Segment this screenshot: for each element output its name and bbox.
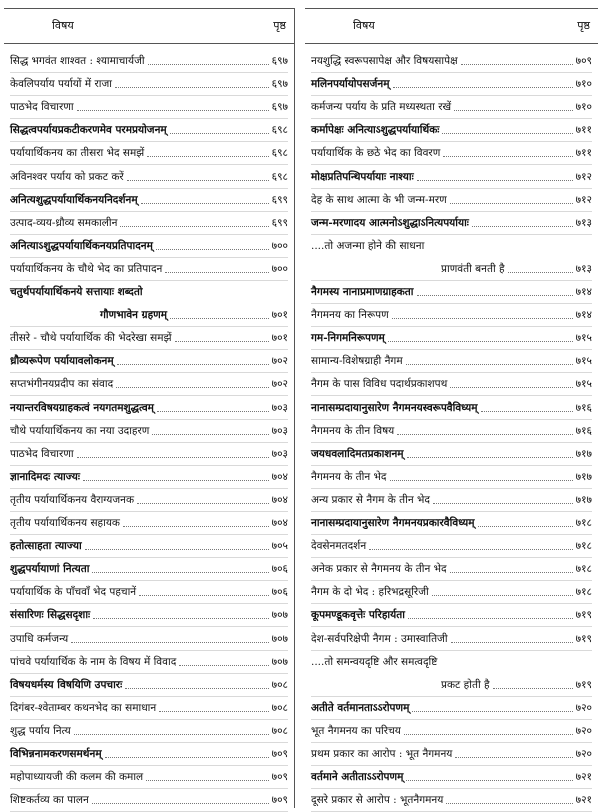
toc-entry	[10, 212, 288, 235]
toc-entry	[10, 628, 288, 651]
toc-entry-page: ७१२	[575, 193, 592, 206]
leader-dots	[139, 595, 269, 596]
leader-dots	[157, 411, 269, 412]
leader-dots	[116, 387, 269, 388]
toc-entry-title: ....तो अजन्मा होने की साधना	[311, 239, 425, 252]
leader-dots	[407, 457, 573, 458]
toc-column-left	[4, 8, 295, 808]
toc-entry-title: तृतीय पर्यायार्थिकनय वैराग्यजनक	[10, 493, 135, 506]
toc-entry	[10, 743, 288, 766]
toc-entry	[311, 189, 592, 212]
leader-dots	[115, 87, 269, 88]
leader-dots	[446, 803, 573, 804]
toc-entry	[311, 142, 592, 165]
leader-dots	[159, 711, 269, 712]
toc-entry	[10, 443, 288, 466]
toc-entry-page: ७११	[575, 124, 592, 137]
toc-entry-page: ७१८	[575, 540, 592, 553]
toc-entry	[311, 581, 592, 604]
toc-entry-title: उत्पाद-व्यय-ध्रौव्य समकालीन	[10, 216, 118, 229]
toc-entry-title: प्रथम प्रकार का आरोप : भूत नैगमनय	[311, 748, 453, 760]
toc-entry-page: ७१४	[575, 309, 592, 322]
toc-entry-page: ७०५	[271, 540, 288, 553]
leader-dots	[141, 203, 269, 204]
toc-entry-page: ७०८	[271, 678, 288, 691]
leader-dots	[450, 203, 573, 204]
toc-entry-page: ७०९	[271, 748, 288, 760]
toc-entry-title: तीसरे - चौथे पर्यायार्थिक की भेदरेखा समझें	[10, 332, 172, 345]
leader-dots	[450, 572, 573, 573]
toc-entry-title: देश-सर्वपरिक्षेपी नैगम : उमास्वातिजी	[311, 632, 448, 645]
toc-entry-page: ७१५	[575, 378, 592, 391]
toc-entry-page: ७०७	[271, 632, 288, 645]
subject-heading: विषय	[353, 19, 375, 32]
toc-entry-page: ७१०	[575, 78, 592, 91]
toc-entry	[10, 420, 288, 443]
toc-entry-title: पाठभेद विचारणा	[10, 447, 74, 460]
toc-entry	[10, 489, 288, 512]
toc-entry	[10, 235, 288, 258]
toc-entry-page: ६९८	[271, 124, 288, 137]
toc-entry-title: कर्मजन्य पर्याय के प्रति मध्यस्थता रखें	[311, 101, 452, 114]
toc-column-right	[305, 8, 598, 808]
toc-entry-page: ६९८	[271, 170, 288, 183]
leader-dots	[146, 780, 269, 781]
toc-entry-title: शिष्टकर्तव्य का पालन	[10, 794, 89, 807]
toc-entry	[311, 489, 592, 512]
leader-dots	[404, 734, 573, 735]
toc-entry	[311, 212, 592, 235]
leader-dots	[393, 87, 573, 88]
leader-dots	[85, 549, 269, 550]
leader-dots	[451, 642, 573, 643]
toc-entry-page: ७०९	[271, 771, 288, 784]
toc-entry-page: ७१२	[575, 170, 592, 183]
toc-entry	[10, 581, 288, 604]
toc-entry-title: वर्तमाने अतीताऽऽरोपणम्	[311, 771, 404, 784]
toc-entry-page: ७०१	[271, 309, 288, 322]
leader-dots	[433, 503, 573, 504]
leader-dots	[461, 64, 573, 65]
toc-entry-title: नैगमस्य नानाप्रमाणग्राहकता	[311, 286, 414, 298]
leader-dots	[92, 803, 269, 804]
toc-entry-page: ७०४	[271, 470, 288, 483]
toc-entry-page: ७२१	[575, 794, 592, 807]
toc-entry	[311, 466, 592, 489]
leader-dots	[408, 618, 573, 619]
leader-dots	[120, 226, 269, 227]
toc-entry-title: मलिनपर्यायोपसर्जनम्	[311, 78, 390, 91]
toc-entry-title: अन्य प्रकार से नैगम के तीन भेद	[311, 493, 430, 506]
toc-entry-page: ६९७	[271, 78, 288, 91]
toc-entry-page: ६९८	[271, 147, 288, 160]
toc-entry	[10, 512, 288, 535]
leader-dots	[432, 595, 573, 596]
toc-entry-page: ७००	[271, 239, 288, 252]
toc-entry	[311, 766, 592, 789]
leader-dots	[417, 295, 573, 296]
toc-entry	[311, 327, 592, 350]
toc-entry	[10, 327, 288, 350]
leader-dots	[170, 318, 269, 319]
toc-entry	[311, 420, 592, 443]
toc-entry-page: ७२०	[575, 701, 592, 714]
toc-entry-page: ७०४	[271, 517, 288, 529]
toc-entry-page: ७००	[271, 262, 288, 275]
toc-entry-title: दूसरे प्रकार से आरोप : भूतनैगमनय	[311, 794, 444, 807]
toc-entry	[311, 674, 592, 697]
toc-entry	[311, 373, 592, 396]
toc-entry-title: नैगम के दो भेद : हरिभद्रसूरिजी	[311, 586, 429, 599]
leader-dots	[508, 272, 573, 273]
leader-dots	[412, 711, 573, 712]
toc-entry-title: गौणभावेन ग्रहणम्	[100, 309, 168, 322]
toc-entry	[311, 304, 592, 327]
toc-entry-title: पर्यायार्थिकनय का तीसरा भेद समझें	[10, 147, 145, 160]
toc-entry-title: चौथे पर्यायार्थिकनय का नया उदाहरण	[10, 424, 150, 437]
toc-entry-title: केवलिपर्याय पर्यायों में राजा	[10, 78, 113, 91]
toc-entry-title: पांचवे पर्यायार्थिक के नाम के विषय में विवाद	[10, 655, 177, 668]
toc-entry-title: चतुर्थपर्यायार्थिकनये सत्तायाः शब्दतो	[10, 286, 143, 298]
toc-entry-title: नैगमनय के तीन भेद	[311, 470, 387, 483]
toc-entry-title: प्राणवंती बनती है	[441, 262, 505, 275]
toc-entry-page: ७२१	[575, 771, 592, 784]
leader-dots	[397, 434, 573, 435]
leader-dots	[117, 364, 269, 365]
leader-dots	[406, 364, 573, 365]
toc-entry-page: ७१५	[575, 332, 592, 345]
leader-dots	[105, 757, 269, 758]
toc-entry	[10, 697, 288, 720]
toc-entry-title: कर्मापेक्षः अनित्याऽशुद्धपर्यायार्थिकः	[311, 124, 440, 137]
leader-dots	[369, 549, 573, 550]
toc-entry-title: नानासम्प्रदायानुसारेण नैगमनयस्वरूपवैविध्यम्	[311, 401, 478, 414]
toc-entry	[10, 96, 288, 119]
toc-entry	[10, 73, 288, 96]
toc-entry-title: अनेक प्रकार से नैगमनय के तीन भेद	[311, 563, 447, 576]
leader-dots	[147, 156, 269, 157]
leader-dots	[137, 503, 269, 504]
toc-entry-page: ७०४	[271, 493, 288, 506]
toc-entry-page: ७१३	[575, 216, 592, 229]
toc-entry-title: देवसेनमतदर्शन	[311, 540, 367, 553]
toc-entry	[10, 604, 288, 627]
column-header	[4, 8, 294, 44]
toc-entry	[10, 397, 288, 420]
toc-entry-title: नैगमनय का निरूपण	[311, 309, 389, 322]
leader-dots	[406, 780, 573, 781]
leader-dots	[152, 434, 269, 435]
toc-entry	[311, 281, 592, 304]
toc-entry	[311, 535, 592, 558]
toc-entry	[311, 443, 592, 466]
toc-entry-title: शुद्धपर्यायाणां नित्यता	[10, 563, 90, 576]
toc-entry	[311, 628, 592, 651]
toc-entry	[311, 235, 592, 257]
toc-entry-page: ७१६	[575, 424, 592, 437]
toc-entry	[311, 73, 592, 96]
toc-entry-page: ७१७	[575, 493, 592, 506]
toc-entry-title: ....तो समन्वयदृष्टि और समत्वदृष्टि	[311, 655, 438, 668]
toc-entry	[311, 558, 592, 581]
toc-entry	[10, 789, 288, 812]
toc-entry-page: ७०२	[271, 378, 288, 391]
leader-dots	[478, 526, 573, 527]
toc-entry-title: हतोत्साहता त्याज्या	[10, 540, 82, 553]
toc-entry	[311, 258, 592, 281]
toc-entry-page: ६९९	[271, 216, 288, 229]
toc-entry-page: ७१९	[575, 609, 592, 622]
toc-entry-title: संसारिणः सिद्धसदृशाः	[10, 609, 91, 622]
leader-dots	[77, 110, 269, 111]
toc-entry-title: पर्यायार्थिक के पाँचवाँ भेद पहचानें	[10, 586, 137, 599]
leader-dots	[123, 526, 269, 527]
toc-entry	[10, 50, 288, 73]
toc-entry-title: नैगम के पास विविध पदार्थप्रकाशपथ	[311, 378, 448, 391]
leader-dots	[472, 226, 573, 227]
toc-entry-title: तृतीय पर्यायार्थिकनय सहायक	[10, 517, 120, 529]
leader-dots	[125, 688, 269, 689]
toc-entry	[10, 720, 288, 743]
toc-entry	[10, 258, 288, 281]
toc-entry-title: उपाधि कर्मजन्य	[10, 632, 69, 645]
toc-entry-title: दिगंबर-श्वेताम्बर कथनभेद का समाधान	[10, 701, 157, 714]
toc-entry-title: सामान्य-विशेषग्राही नैगम	[311, 355, 403, 368]
leader-dots	[443, 156, 573, 157]
leader-dots	[442, 133, 573, 134]
toc-entry	[10, 535, 288, 558]
toc-entry-title: नैगमनय के तीन विषय	[311, 424, 395, 437]
toc-entry	[311, 96, 592, 119]
toc-entry-page: ७१७	[575, 447, 592, 460]
toc-entry-page: ७१०	[575, 101, 592, 114]
toc-entry-title: विभिन्ननामकरणसमर्थनम्	[10, 748, 102, 760]
toc-entry	[311, 743, 592, 766]
leader-dots	[77, 457, 269, 458]
toc-entry	[10, 166, 288, 189]
toc-entry	[10, 674, 288, 697]
toc-entry	[10, 466, 288, 489]
toc-entry-page: ७१४	[575, 286, 592, 298]
toc-entry-page: ७०९	[575, 55, 592, 67]
toc-entry-title: भूत नैगमनय का परिचय	[311, 724, 401, 737]
toc-entry-title: पर्यायार्थिक के छठे भेद का विवरण	[311, 147, 441, 160]
leader-dots	[450, 387, 573, 388]
toc-entry-title: अविनश्वर पर्याय को प्रकट करें	[10, 170, 124, 183]
toc-entry-title: नानासम्प्रदायानुसारेण नैगमनयप्रकारवैविध्यम्	[311, 517, 475, 529]
toc-entry-page: ७०७	[271, 609, 288, 622]
toc-entry-title: शुद्ध पर्याय नित्य	[10, 724, 71, 737]
toc-entry	[311, 604, 592, 627]
toc-entry-title: ध्रौव्यरूपेण पर्यायावलोकनम्	[10, 355, 114, 368]
leader-dots	[71, 642, 269, 643]
toc-entry	[10, 350, 288, 373]
toc-entry-page: ७०९	[271, 794, 288, 807]
toc-entry-page: ६९९	[271, 193, 288, 206]
toc-entry-title: पाठभेद विचारणा	[10, 101, 74, 114]
toc-entry-page: ७१९	[575, 678, 592, 691]
toc-entry-title: जन्म-मरणादय आत्मनोऽशुद्धाऽनित्यपर्यायाः	[311, 216, 469, 229]
toc-entry-title: महोपाध्यायजी की कलम की कमाल	[10, 771, 144, 784]
toc-entry	[311, 512, 592, 535]
toc-entry-page: ७०३	[271, 447, 288, 460]
leader-dots	[92, 572, 269, 573]
toc-entry	[10, 119, 288, 142]
leader-dots	[481, 411, 573, 412]
toc-entry-title: अतीते वर्तमानताऽऽरोपणम्	[311, 701, 410, 714]
toc-entry	[10, 304, 288, 327]
leader-dots	[392, 318, 573, 319]
leader-dots	[83, 480, 269, 481]
toc-entry-page: ७०८	[271, 701, 288, 714]
toc-entry-page: ७२०	[575, 748, 592, 760]
toc-entry	[10, 189, 288, 212]
toc-entry-title: अनित्याऽशुद्धपर्यायार्थिकनयप्रतिपादनम्	[10, 239, 153, 252]
toc-entry-title: सिद्ध भगवंत शाश्वत : श्यामाचार्यजी	[10, 55, 145, 67]
leader-dots	[175, 341, 269, 342]
toc-entry-page: ७१३	[575, 262, 592, 275]
toc-entry-page: ७२०	[575, 724, 592, 737]
toc-entry-title: गम-निगमनिरूपणम्	[311, 332, 385, 345]
leader-dots	[127, 180, 269, 181]
toc-entry	[311, 50, 592, 73]
leader-dots	[170, 133, 269, 134]
toc-entry	[10, 558, 288, 581]
toc-entry-page: ७०१	[271, 332, 288, 345]
leader-dots	[74, 734, 269, 735]
toc-entry-title: जयधवलादिमतप्रकाशनम्	[311, 447, 404, 460]
toc-entry	[311, 697, 592, 720]
toc-entry-page: ७०३	[271, 424, 288, 437]
toc-entry	[10, 766, 288, 789]
toc-entry-title: सिद्धत्वपर्यायप्रकटीकरणमेव परमप्रयोजनम्	[10, 124, 167, 137]
toc-entry-title: नयान्तरविषयग्राहकत्वं नयगतमशुद्धत्वम्	[10, 401, 154, 414]
toc-entry	[311, 166, 592, 189]
leader-dots	[417, 180, 573, 181]
toc-entry-page: ७०६	[271, 563, 288, 576]
page-heading: पृष्ठ	[273, 19, 286, 32]
column-header	[305, 8, 598, 44]
leader-dots	[493, 688, 573, 689]
toc-entry-page: ७१९	[575, 632, 592, 645]
toc-entry-title: नयशुद्धि स्वरूपसापेक्ष और विषयसापेक्ष	[311, 55, 458, 67]
toc-entry-page: ७०७	[271, 655, 288, 668]
toc-entry	[10, 373, 288, 396]
toc-entry-page: ६९७	[271, 101, 288, 114]
toc-entry	[311, 119, 592, 142]
toc-entry-page: ७०२	[271, 355, 288, 368]
toc-entry	[10, 281, 288, 303]
toc-entry	[311, 789, 592, 812]
toc-entry-page: ७०८	[271, 724, 288, 737]
toc-entry-title: ज्ञानादिमदः त्याज्यः	[10, 470, 80, 483]
toc-entry-page: ७१८	[575, 563, 592, 576]
leader-dots	[156, 249, 269, 250]
toc-entry-page: ६९७	[271, 55, 288, 67]
toc-entry	[311, 651, 592, 673]
toc-entry-page: ७११	[575, 147, 592, 160]
toc-entry	[311, 720, 592, 743]
leader-dots	[454, 110, 573, 111]
page-heading: पृष्ठ	[577, 19, 590, 32]
toc-entry-page: ७१५	[575, 355, 592, 368]
toc-entry-title: मोक्षप्रतिपन्थिपर्यायाः नाश्याः	[311, 170, 414, 183]
toc-entry	[10, 651, 288, 674]
toc-entry-title: अनित्यशुद्धपर्यायार्थिकनयनिदर्शनम्	[10, 193, 138, 206]
toc-entry-title: सप्तभंगीनयप्रदीप का संवाद	[10, 378, 114, 391]
leader-dots	[165, 272, 269, 273]
toc-entry-page: ७१७	[575, 470, 592, 483]
leader-dots	[93, 618, 269, 619]
toc-entry-title: देह के साथ आत्मा के भी जन्म-मरण	[311, 193, 447, 206]
toc-entry-title: कूपमण्डूकवृत्तेः परिहार्यता	[311, 609, 405, 622]
toc-entry-page: ७१८	[575, 586, 592, 599]
toc-entry-page: ७०६	[271, 586, 288, 599]
toc-entry-title: विषयधर्मस्य विषयिणि उपचारः	[10, 678, 123, 691]
toc-entry-title: प्रकट होती है	[441, 678, 490, 691]
toc-entry	[10, 142, 288, 165]
toc-entry	[311, 397, 592, 420]
toc-entry	[311, 350, 592, 373]
leader-dots	[148, 64, 269, 65]
toc-entry-title: पर्यायार्थिकनय के चौथे भेद का प्रतिपादन	[10, 262, 163, 275]
leader-dots	[455, 757, 573, 758]
toc-entry-page: ७१६	[575, 401, 592, 414]
leader-dots	[179, 665, 269, 666]
leader-dots	[390, 480, 573, 481]
toc-entry-page: ७०३	[271, 401, 288, 414]
leader-dots	[388, 341, 573, 342]
subject-heading: विषय	[52, 19, 74, 32]
toc-entry-page: ७१८	[575, 517, 592, 529]
